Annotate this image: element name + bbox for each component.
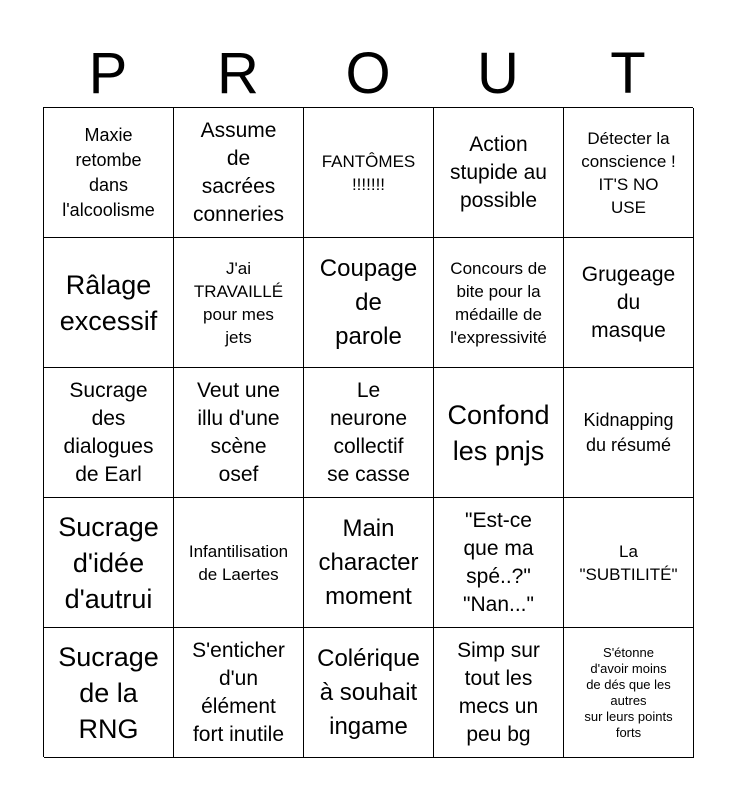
- bingo-cell-r3c2[interactable]: [174, 368, 304, 498]
- cell-label: Assume de sacrées conneries: [192, 118, 285, 226]
- cell-label: Grugeage du masque: [581, 262, 676, 342]
- title-letter-u: U: [477, 41, 519, 106]
- title-letter-r: R: [217, 41, 259, 106]
- bingo-cell-r5c5[interactable]: [564, 628, 694, 758]
- bingo-cell-r4c3[interactable]: [304, 498, 434, 628]
- bingo-cell-r2c2[interactable]: [174, 238, 304, 368]
- cell-label: Maxie retombe dans l'alcoolisme: [62, 124, 155, 220]
- cell-label: Le neurone collectif se casse: [327, 378, 410, 486]
- bingo-cell-r2c3[interactable]: [304, 238, 434, 368]
- bingo-cell-r5c1[interactable]: [44, 628, 174, 758]
- cell-label: La "SUBTILITÉ": [579, 541, 678, 584]
- cell-label: Kidnapping du résumé: [583, 409, 674, 455]
- cell-label: Action stupide au possible: [450, 132, 547, 212]
- bingo-cell-r3c5[interactable]: [564, 368, 694, 498]
- cell-label: Colérique à souhait ingame: [317, 644, 420, 740]
- bingo-cell-r1c3[interactable]: [304, 108, 434, 238]
- bingo-cell-r4c1[interactable]: [44, 498, 174, 628]
- title-letter-t: T: [610, 41, 646, 106]
- cell-label: Confond les pnjs: [447, 399, 550, 466]
- bingo-cell-r1c5[interactable]: [564, 108, 694, 238]
- bingo-cell-r4c4[interactable]: [434, 498, 564, 628]
- cell-label: S'enticher d'un élément fort inutile: [192, 638, 285, 746]
- cell-label: Détecter la conscience ! IT'S NO USE: [581, 128, 676, 217]
- cell-label: Sucrage des dialogues de Earl: [63, 378, 154, 486]
- bingo-cell-r1c4[interactable]: [434, 108, 564, 238]
- bingo-cell-r2c1[interactable]: [44, 238, 174, 368]
- cell-label: Main character moment: [318, 514, 419, 610]
- cell-label: S'étonne d'avoir moins de dés que les autres sur leurs points forts: [584, 644, 673, 740]
- bingo-cell-r3c4[interactable]: [434, 368, 564, 498]
- bingo-cell-r1c2[interactable]: [174, 108, 304, 238]
- bingo-cell-r5c3[interactable]: [304, 628, 434, 758]
- cell-label: J'ai TRAVAILLÉ pour mes jets: [193, 258, 284, 347]
- cell-label: Coupage de parole: [319, 254, 418, 350]
- bingo-cell-r2c5[interactable]: [564, 238, 694, 368]
- cell-label: Sucrage de la RNG: [58, 641, 159, 744]
- bingo-cell-r3c1[interactable]: [44, 368, 174, 498]
- bingo-cell-r4c2[interactable]: [174, 498, 304, 628]
- cell-label: Simp sur tout les mecs un peu bg: [457, 638, 540, 746]
- cell-label: Veut une illu d'une scène osef: [197, 378, 280, 486]
- cell-label: Infantilisation de Laertes: [188, 541, 289, 584]
- bingo-cell-r4c5[interactable]: [564, 498, 694, 628]
- bingo-cell-r2c4[interactable]: [434, 238, 564, 368]
- bingo-cell-r3c3[interactable]: [304, 368, 434, 498]
- title-letter-o: O: [345, 41, 391, 106]
- cell-label: FANTÔMES !!!!!!!: [321, 151, 416, 194]
- bingo-cell-r5c2[interactable]: [174, 628, 304, 758]
- cell-label: Concours de bite pour la médaille de l'expressivité: [450, 258, 547, 347]
- title-letter-p: P: [88, 41, 128, 106]
- bingo-cell-r1c1[interactable]: [44, 108, 174, 238]
- cell-label: Râlage excessif: [59, 269, 158, 336]
- bingo-board: [43, 107, 693, 757]
- bingo-cell-r5c4[interactable]: [434, 628, 564, 758]
- cell-label: "Est-ce que ma spé..?" "Nan...": [463, 508, 534, 616]
- cell-label: Sucrage d'idée d'autrui: [58, 511, 159, 614]
- bingo-title: [43, 40, 693, 108]
